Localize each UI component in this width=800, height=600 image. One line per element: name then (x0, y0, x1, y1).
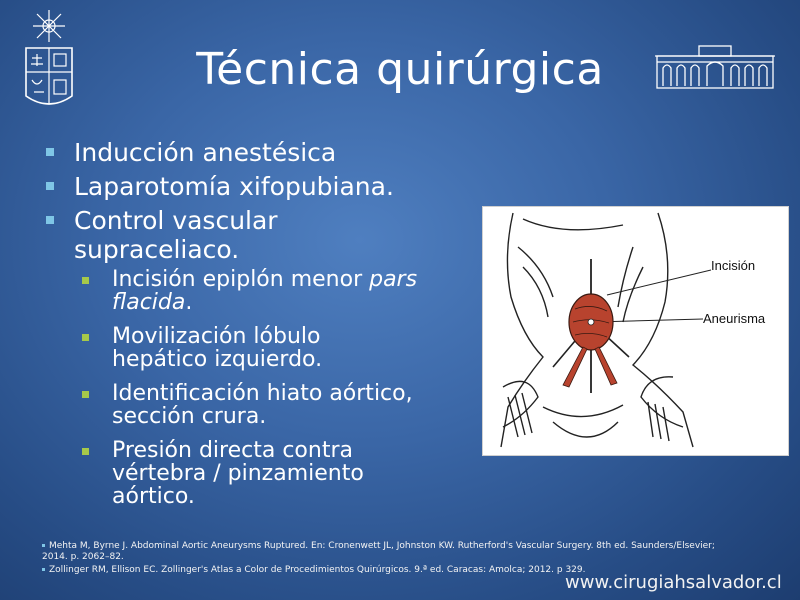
sub-bullet-item (74, 268, 460, 314)
sub-bullet-item (74, 439, 460, 508)
sub-bullet-text: Incisión epiplón menor (112, 267, 370, 292)
bullet-square-icon (46, 148, 54, 156)
bullet-text: Control vascular supraceliaco. (74, 206, 278, 264)
sub-bullet-square-icon (82, 334, 89, 341)
figure-label-aneurysm: Aneurisma (703, 311, 766, 326)
bullet-list (40, 138, 460, 519)
bullet-square-icon (46, 182, 54, 190)
surgical-illustration (482, 206, 789, 456)
bullet-item (40, 138, 460, 167)
bullet-square-icon (46, 216, 54, 224)
reference-text: Mehta M, Byrne J. Abdominal Aortic Aneurysms Ruptured. En: Cronenwett JL, Johnston KW. Rutherford's Vascular Surgery. 8th ed. Saunders/Elsevier; 2014. p. 2062–82. (42, 541, 715, 562)
sub-bullet-text: Identificación hiato aórtico, sección crura. (112, 381, 413, 429)
aneurysm-shape (563, 294, 617, 387)
figure-label-incision: Incisión (711, 258, 756, 273)
slide-title: Técnica quirúrgica (196, 44, 604, 95)
sub-bullet-item (74, 382, 460, 428)
website-url[interactable]: www.cirugiahsalvador.cl (565, 572, 782, 593)
bullet-text: Laparotomía xifopubiana. (74, 172, 394, 201)
reference-bullet-icon (42, 568, 45, 571)
abdomen-drawing (483, 207, 788, 455)
sub-bullet-item (74, 325, 460, 371)
sub-bullet-text: Movilización lóbulo hepático izquierdo. (112, 324, 323, 372)
reference-text: Zollinger RM, Ellison EC. Zollinger's Atlas a Color de Procedimientos Quirúrgicos. 9.ª ed. Caracas: Amolca; 2012. p 329. (49, 565, 586, 575)
sub-bullet-square-icon (82, 391, 89, 398)
bullet-item (40, 172, 460, 201)
bullet-text: Inducción anestésica (74, 138, 337, 167)
sub-bullet-suffix: . (185, 290, 193, 315)
reference-item (42, 541, 742, 563)
sub-bullet-square-icon (82, 448, 89, 455)
reference-bullet-icon (42, 544, 45, 547)
sub-bullet-square-icon (82, 277, 89, 284)
sub-bullet-text: Presión directa contra vértebra / pinzamiento aórtico. (112, 438, 364, 509)
bullet-item (40, 206, 460, 508)
sub-bullet-list (74, 268, 460, 508)
sub-bullet-italic-text: pars flacida (112, 267, 418, 315)
